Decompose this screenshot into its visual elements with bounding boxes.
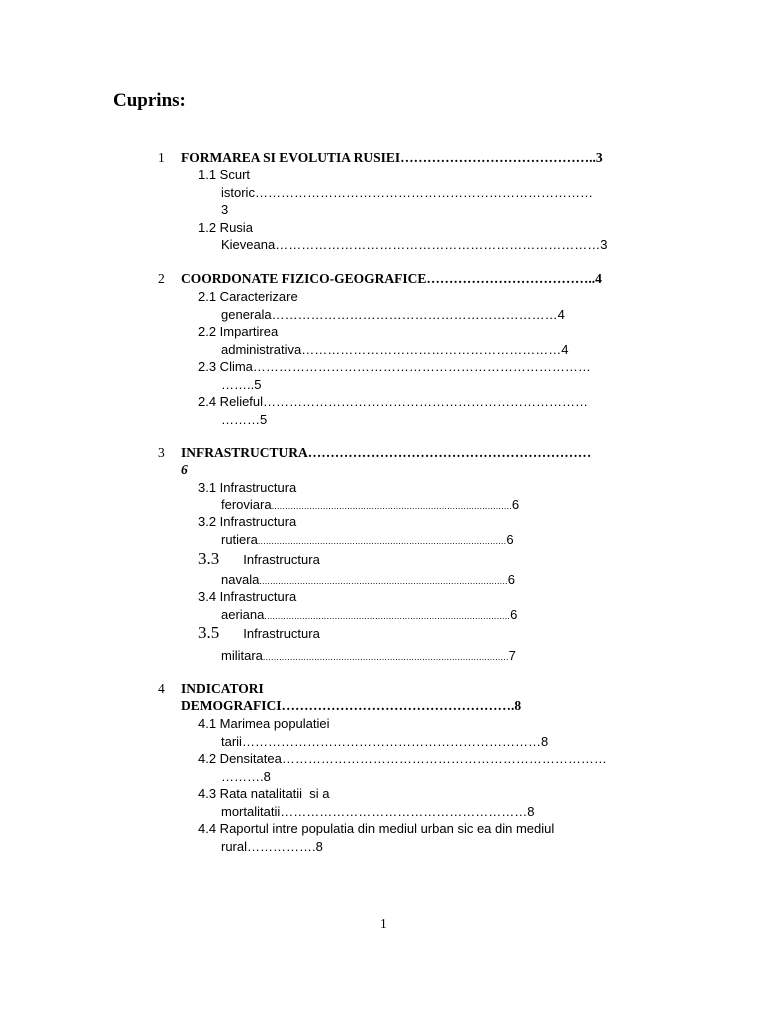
- toc-entry: 4.3 Rata natalitatii si a: [198, 786, 330, 801]
- section-heading: INFRASTRUCTURA………………………………………………………: [181, 445, 592, 460]
- section-number: 2: [158, 271, 165, 286]
- toc-entry: 3.5 Infrastructura: [198, 623, 320, 642]
- section-number: 4: [158, 681, 165, 696]
- toc-entry: 2.2 Impartirea: [198, 324, 279, 339]
- toc-entry: 4.1 Marimea populatiei: [198, 716, 330, 731]
- toc-entry-cont: Kieveana…………………………………………………………………3: [221, 237, 608, 252]
- toc-entry-cont: administrativa……………………………………………………4: [221, 341, 569, 357]
- toc-entry-cont: 3: [221, 202, 229, 217]
- toc-entry-cont: rural…………….8: [221, 838, 323, 854]
- toc-entry: 1.1 Scurt: [198, 167, 251, 182]
- toc-entry: 2.4 Relieful…………………………………………………………………: [198, 394, 589, 409]
- toc-entry-cont: ……….8: [221, 768, 271, 784]
- toc-entry: 3.3 Infrastructura: [198, 549, 320, 568]
- toc-entry-cont: generala…………………………………………………………4: [221, 306, 565, 322]
- section-number: 1: [158, 150, 165, 165]
- toc-entry: 4.4 Raportul intre populatia din mediul urban sic ea din mediul: [198, 821, 555, 836]
- toc-entry-cont: navala............................................................................................6: [221, 572, 515, 587]
- section-heading: COORDONATE FIZICO-GEOGRAFICE………………………………..4: [181, 271, 602, 286]
- toc-entry-cont: ………5: [221, 411, 268, 427]
- toc-entry-cont: tarii……………………………………………………………8: [221, 733, 549, 749]
- toc-entry: 3.1 Infrastructura: [198, 480, 297, 495]
- toc-entry-cont: militara...........................................................................................7: [221, 648, 516, 663]
- toc-entry: 2.1 Caracterizare: [198, 289, 298, 304]
- toc-entry-cont: rutiera............................................................................................6: [221, 532, 514, 547]
- toc-entry: 3.2 Infrastructura: [198, 514, 297, 529]
- section-heading: FORMAREA SI EVOLUTIA RUSIEI……………………………………..3: [181, 150, 603, 165]
- toc-entry: 2.3 Clima……………………………………………………………………: [198, 359, 591, 374]
- section-heading-cont: DEMOGRAFICI…………………………………………….8: [181, 698, 522, 713]
- section-page-ref: 6: [181, 462, 188, 477]
- toc-title: Cuprins:: [113, 90, 186, 111]
- section-number: 3: [158, 445, 165, 460]
- toc-entry: 3.4 Infrastructura: [198, 589, 297, 604]
- toc-entry: 4.2 Densitatea…………………………………………………………………: [198, 751, 607, 766]
- toc-entry-cont: feroviara.........................................................................................6: [221, 497, 520, 512]
- toc-entry-cont: aeriana...........................................................................................6: [221, 607, 518, 622]
- page-number: 1: [380, 916, 387, 931]
- section-heading: INDICATORI: [181, 681, 264, 696]
- toc-entry: 1.2 Rusia: [198, 219, 253, 235]
- toc-entry-cont: mortalitatii…………………………………………………8: [221, 803, 535, 819]
- toc-entry-cont: istoric……………………………………………………………………: [221, 184, 593, 200]
- toc-entry-cont: ……..5: [221, 376, 262, 392]
